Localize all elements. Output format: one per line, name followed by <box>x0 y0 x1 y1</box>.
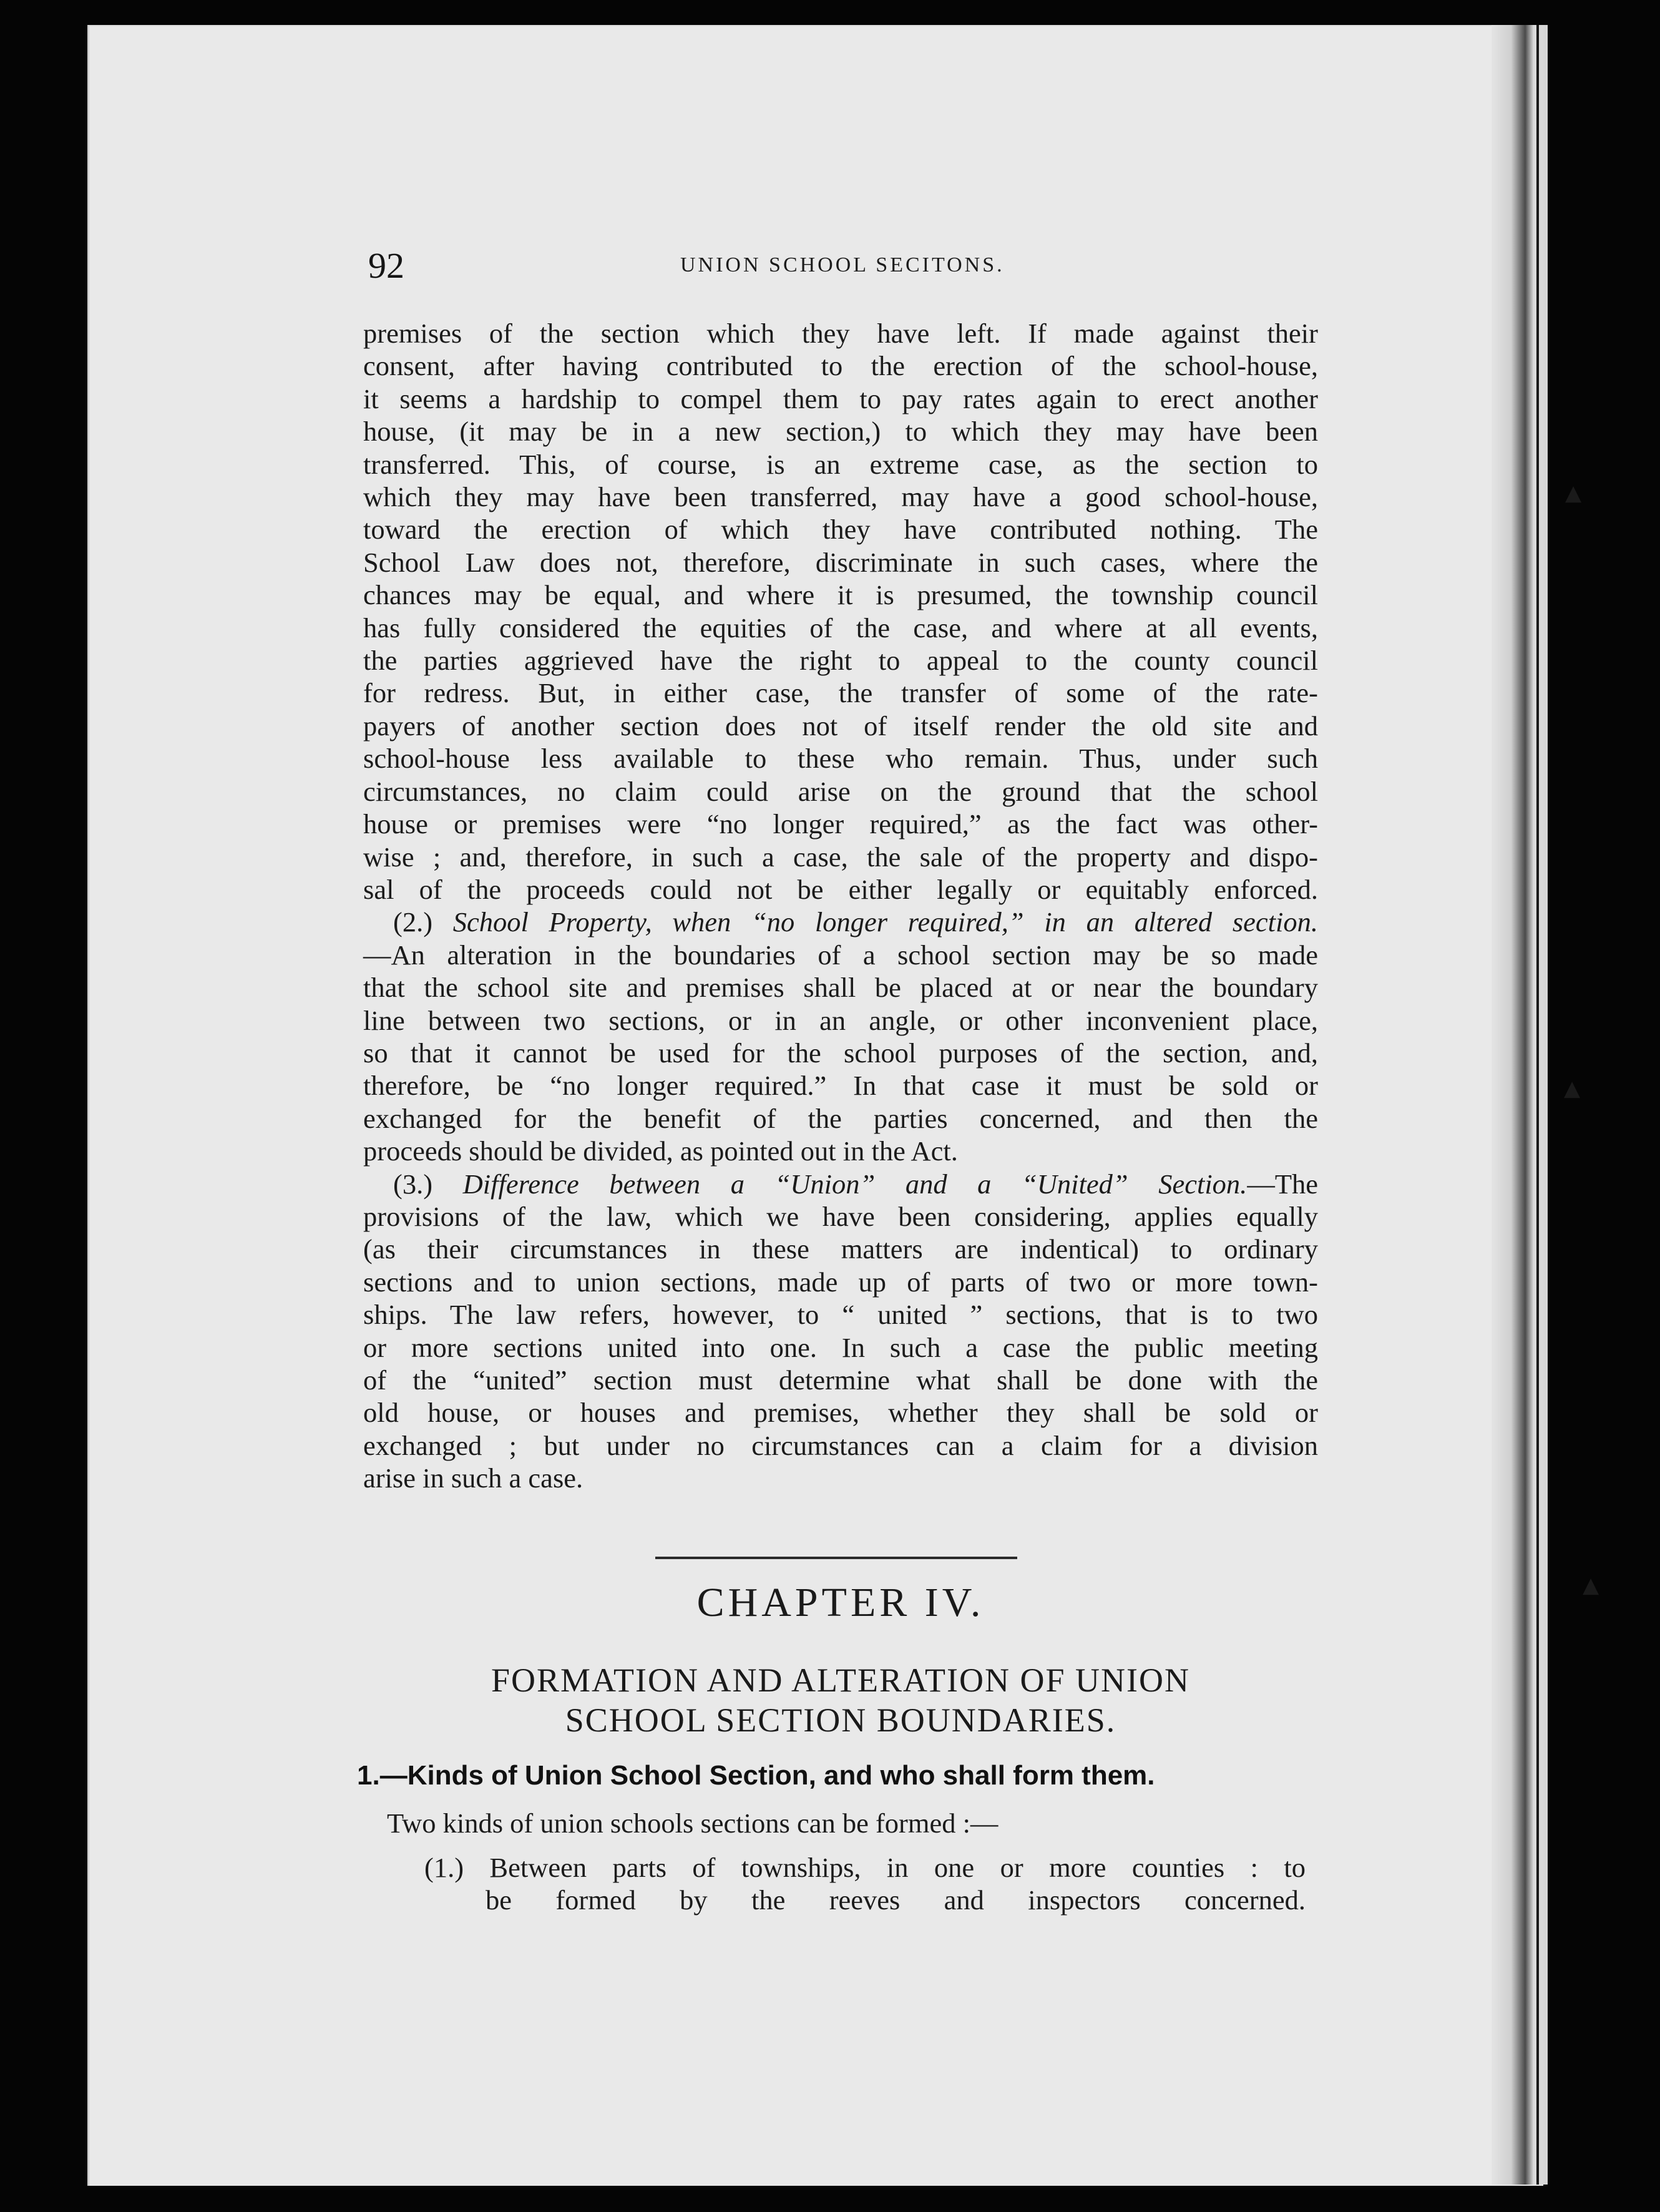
body-line: exchanged ; but under no circumstances can a claim for a division <box>363 1429 1318 1461</box>
body-line: has fully considered the equities of the case, and where at all events, <box>363 612 1318 644</box>
running-head <box>368 245 1317 288</box>
section-divider <box>655 1557 1017 1559</box>
paragraph-3-heading: Difference between a “Union” and a “United” Section. <box>462 1168 1247 1200</box>
paragraph-3-heading-tail: —The <box>1247 1168 1318 1200</box>
body-line: or more sections united into one. In such a case the public meeting <box>363 1331 1318 1363</box>
body-line: premises of the section which they have left. If made against their <box>363 318 1318 349</box>
body-line: toward the erection of which they have contributed nothing. The <box>363 514 1318 546</box>
body-line: transferred. This, of course, is an extreme case, as the section to <box>363 448 1318 480</box>
body-line: ships. The law refers, however, to “ united ” sections, that is to two <box>363 1299 1318 1331</box>
paragraph-2-number: (2.) <box>393 906 433 938</box>
body-line: arise in such a case. <box>363 1462 583 1494</box>
chapter-subtitle-line: SCHOOL SECTION BOUNDARIES. <box>565 1701 1116 1739</box>
list-item <box>424 1851 1306 1916</box>
body-line: so that it cannot be used for the school purposes of the section, and, <box>363 1037 1318 1069</box>
body-line: School Law does not, therefore, discriminate in such cases, where the <box>363 546 1318 578</box>
page-number: 92 <box>368 245 404 286</box>
body-line: consent, after having contributed to the erection of the school-house, <box>363 350 1318 382</box>
body-line: that the school site and premises shall be placed at or near the boundary <box>363 972 1318 1004</box>
body-line: circumstances, no claim could arise on the ground that the school <box>363 775 1318 807</box>
list-item-line: be formed by the reeves and inspectors concerned. <box>486 1884 1306 1916</box>
body-line: school-house less available to these who remain. Thus, under such <box>363 743 1318 775</box>
body-line: old house, or houses and premises, whether they shall be sold or <box>363 1397 1318 1429</box>
chapter-title: CHAPTER IV. <box>696 1580 985 1625</box>
body-line: house or premises were “no longer required,” as the fact was other- <box>363 808 1318 840</box>
paragraph-3-heading-line <box>363 1168 1318 1200</box>
body-text <box>363 317 1318 1495</box>
body-line: the parties aggrieved have the right to appeal to the county council <box>363 645 1318 677</box>
body-line: which they may have been transferred, may have a good school-house, <box>363 481 1318 513</box>
paragraph-2-heading: School Property, when “no longer required,” in an altered section. <box>452 906 1319 938</box>
section-intro: Two kinds of union schools sections can be formed :— <box>387 1808 998 1839</box>
body-line: it seems a hardship to compel them to pay rates again to erect another <box>363 383 1318 414</box>
chapter-subtitle <box>363 1660 1318 1740</box>
body-line: exchanged for the benefit of the parties concerned, and then the <box>363 1102 1318 1134</box>
body-line: therefore, be “no longer required.” In that case it must be sold or <box>363 1070 1318 1102</box>
binding-fold <box>1492 25 1548 2185</box>
binding-edge <box>1536 25 1539 2185</box>
list-item-line: (1.) Between parts of townships, in one or more counties : to <box>424 1852 1306 1883</box>
body-line: proceeds should be divided, as pointed out in the Act. <box>363 1135 958 1167</box>
body-line: (as their circumstances in these matters are indentical) to ordinary <box>363 1233 1318 1265</box>
body-line: chances may be equal, and where it is presumed, the township council <box>363 579 1318 611</box>
body-line: —An alteration in the boundaries of a school section may be so made <box>363 939 1318 971</box>
body-line: for redress. But, in either case, the transfer of some of the rate- <box>363 677 1318 709</box>
body-line: wise ; and, therefore, in such a case, the sale of the property and dispo- <box>363 841 1318 873</box>
body-line: of the “united” section must determine what shall be done with the <box>363 1364 1318 1396</box>
paragraph-3-number: (3.) <box>393 1168 433 1200</box>
margin-speck: ▲ <box>1565 481 1582 506</box>
margin-speck: ▲ <box>1564 1076 1581 1101</box>
body-line: sal of the proceeds could not be either legally or equitably enforced. <box>363 873 1318 905</box>
paragraph-2-heading-line <box>363 906 1318 938</box>
body-line: sections and to union sections, made up of parts of two or more town- <box>363 1266 1318 1298</box>
body-line: line between two sections, or in an angle, or other inconvenient place, <box>363 1004 1318 1036</box>
running-title: UNION SCHOOL SECITONS. <box>680 253 1005 276</box>
body-line: payers of another section does not of itself render the old site and <box>363 710 1318 741</box>
body-line: house, (it may be in a new section,) to which they may have been <box>363 416 1318 448</box>
chapter-subtitle-line: FORMATION AND ALTERATION OF UNION <box>491 1661 1191 1699</box>
body-line: provisions of the law, which we have been considering, applies equally <box>363 1200 1318 1232</box>
margin-speck: ▲ <box>1583 1573 1599 1598</box>
section-heading: 1.—Kinds of Union School Section, and who shall form them. <box>357 1760 1155 1791</box>
